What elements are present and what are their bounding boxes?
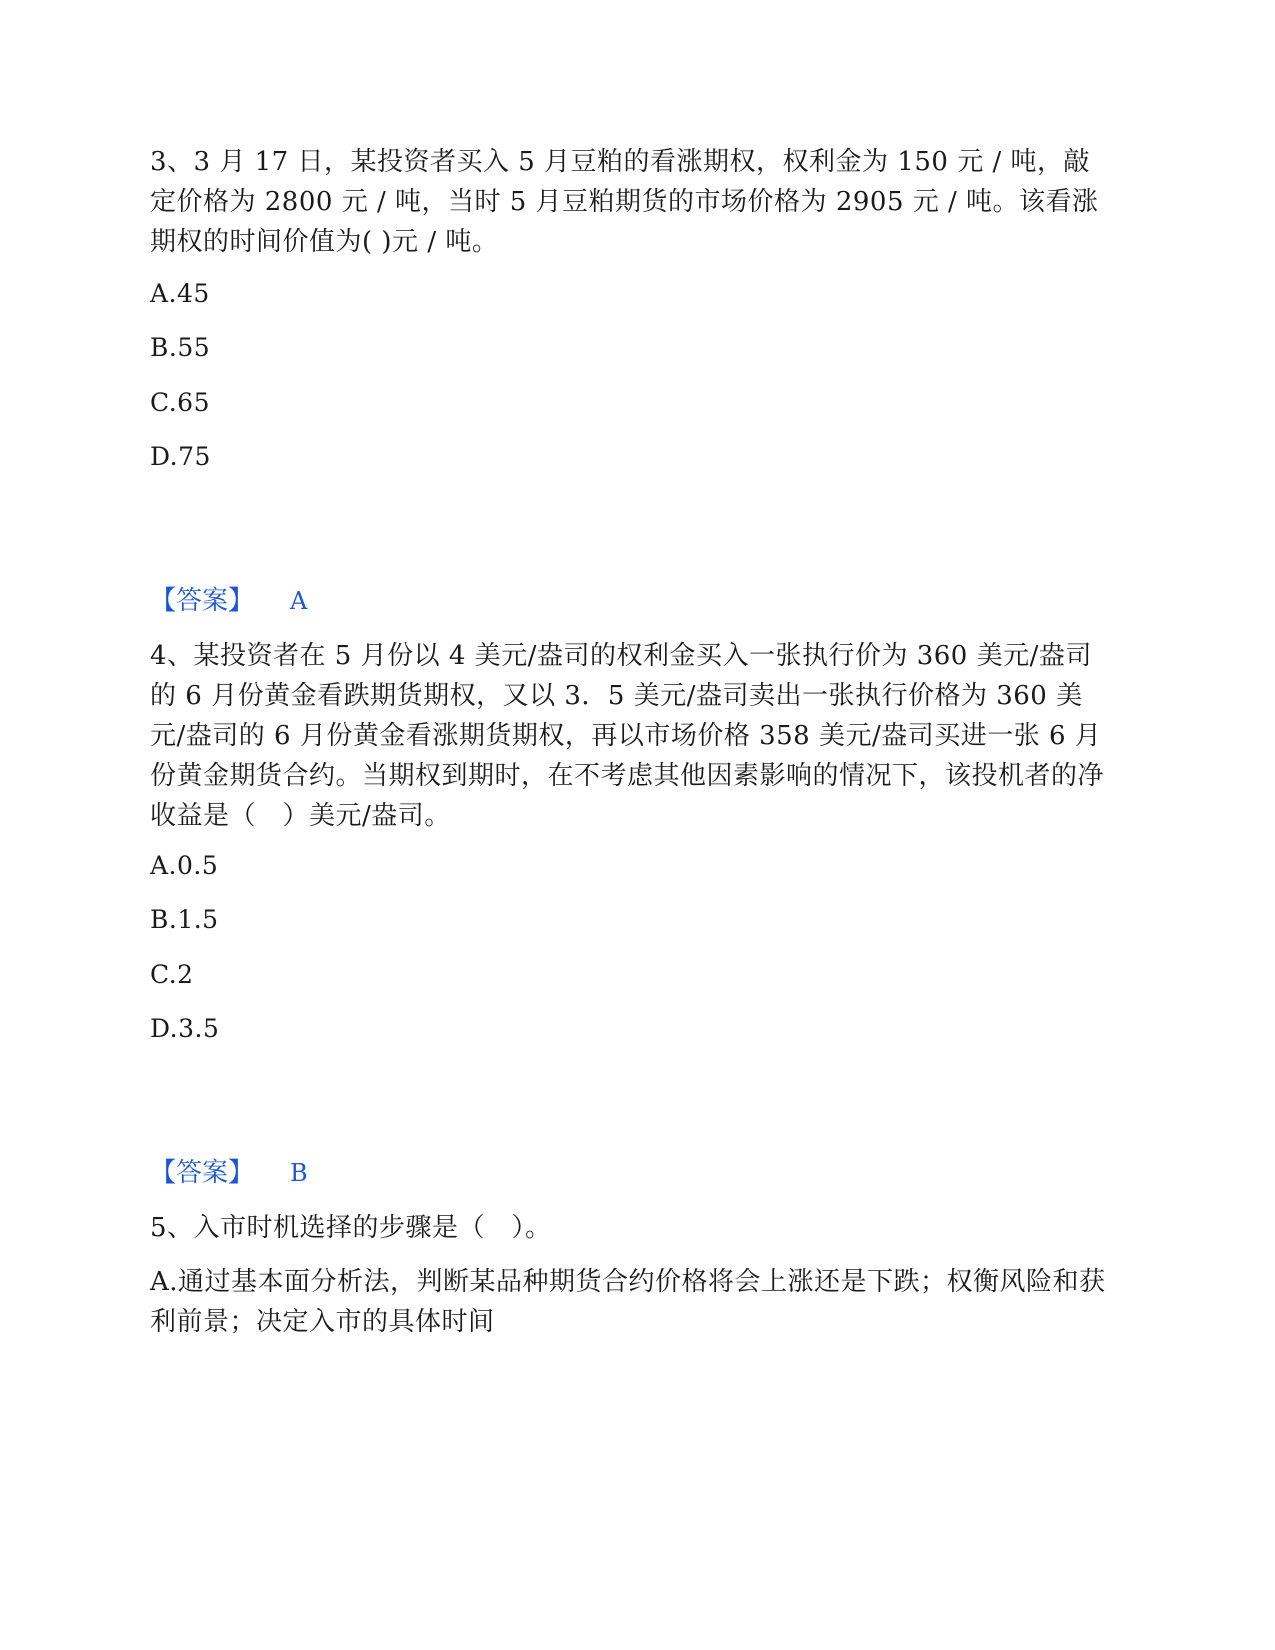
question-5-option-a: A.通过基本面分析法，判断某品种期货合约价格将会上涨还是下跌；权衡风险和获利前景；决定入市的具体时间 (150, 1267, 1106, 1337)
question-4-answer (150, 1153, 308, 1193)
question-4-option-c: C.2 (150, 960, 194, 989)
answer-value: B (290, 1159, 308, 1187)
answer-value: A (290, 587, 308, 615)
question-3-answer (150, 581, 307, 621)
question-4-stem: 4、某投资者在 5 月份以 4 美元/盎司的权利金买入一张执行价为 360 美元/盎司的 6 月份黄金看跌期货期权，又以 3．5 美元/盎司卖出一张执行价格为 360 美元/盎司的 6 月份黄金看涨期货期权，再以市场价格 358 美元/盎司买进一张 6 月份黄金期货合约。当期权到期时，在不考虑其他因素影响的情况下，该投机者的净收益是（ ）美元/盎司。 (150, 641, 1105, 831)
question-5-stem: 5、入市时机选择的步骤是（ ）。 (150, 1213, 552, 1243)
answer-label: 【答案】 (150, 1158, 255, 1188)
question-4-option-a: A.0.5 (150, 851, 219, 880)
question-3-option-b: B.55 (150, 333, 211, 362)
question-3-option-a: A.45 (150, 279, 210, 308)
question-4-option-d: D.3.5 (150, 1014, 220, 1043)
question-4-option-b: B.1.5 (150, 905, 219, 934)
question-3-stem: 3、3 月 17 日，某投资者买入 5 月豆粕的看涨期权，权利金为 150 元 / 吨，敲定价格为 2800 元 / 吨，当时 5 月豆粕期货的市场价格为 2905 元 / 吨。该看涨期权的时间价值为( )元 / 吨。 (150, 147, 1099, 257)
question-3-option-c: C.65 (150, 388, 210, 417)
answer-label: 【答案】 (150, 586, 255, 616)
question-3-option-d: D.75 (150, 442, 211, 471)
